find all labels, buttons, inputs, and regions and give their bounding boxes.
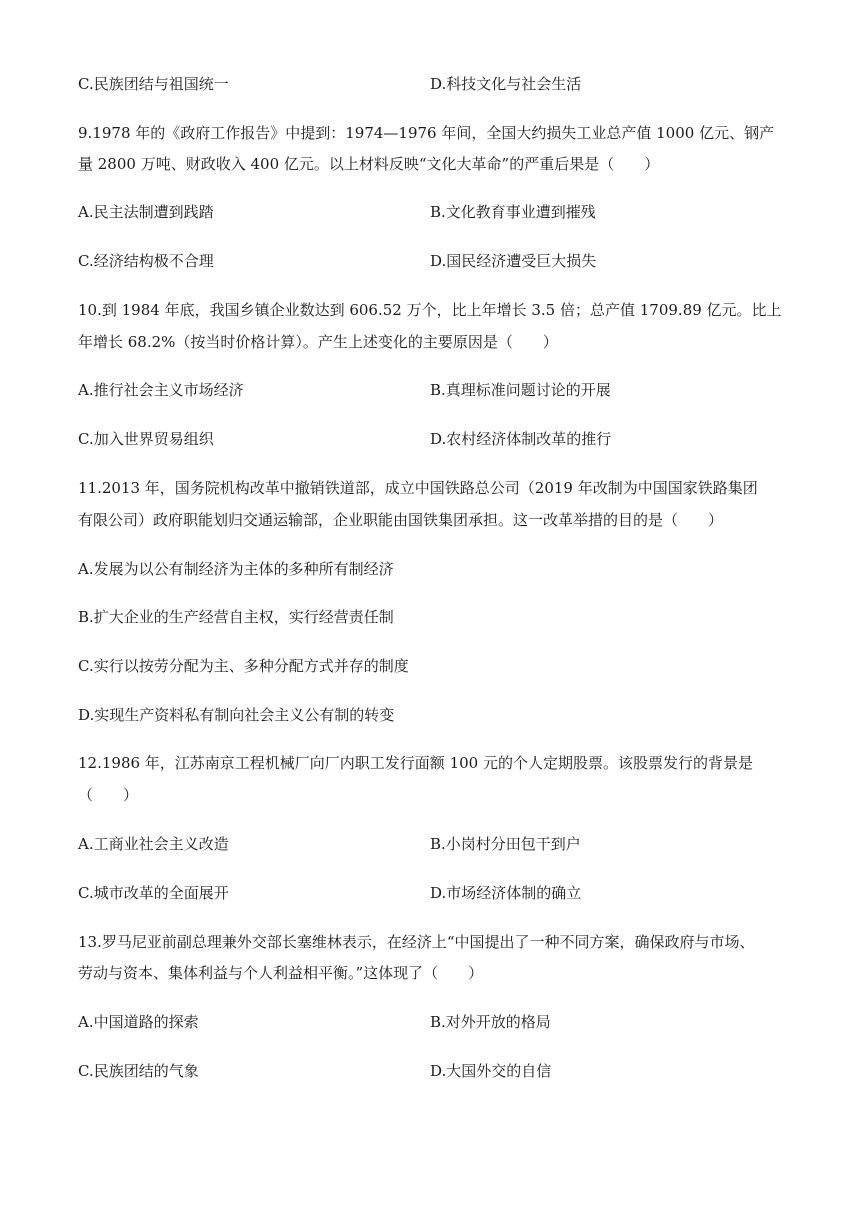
- q9-stem-line2: 量 2800 万吨、财政收入 400 亿元。以上材料反映“文化大革命”的严重后果是（ ）: [78, 155, 660, 173]
- q12-option-a: A.工商业社会主义改造: [78, 835, 229, 853]
- q13-option-a: A.中国道路的探索: [78, 1013, 199, 1031]
- q13-option-b: B.对外开放的格局: [430, 1013, 551, 1031]
- q13-option-c: C.民族团结的气象: [78, 1062, 199, 1080]
- q9-option-c: C.经济结构极不合理: [78, 252, 214, 270]
- q9-option-a: A.民主法制遭到践踏: [78, 203, 214, 221]
- q9-stem-line1: 9.1978 年的《政府工作报告》中提到：1974—1976 年间，全国大约损失工业总产值 1000 亿元、钢产: [78, 124, 775, 142]
- q12-stem-line1: 12.1986 年，江苏南京工程机械厂向厂内职工发行面额 100 元的个人定期股票。该股票发行的背景是: [78, 754, 753, 772]
- q12-stem-line2: （ ）: [78, 786, 139, 804]
- q12-option-c: C.城市改革的全面展开: [78, 884, 229, 902]
- q10-option-a: A.推行社会主义市场经济: [78, 381, 244, 399]
- q10-option-d: D.农村经济体制改革的推行: [430, 430, 612, 448]
- q13-stem-line1: 13.罗马尼亚前副总理兼外交部长塞维林表示，在经济上“中国提出了一种不同方案，确保政府与市场、: [78, 933, 755, 951]
- q11-stem-line1: 11.2013 年，国务院机构改革中撤销铁道部，成立中国铁路总公司（2019 年改制为中国国家铁路集团: [78, 479, 758, 497]
- q12-option-b: B.小岗村分田包干到户: [430, 835, 581, 853]
- q9-option-b: B.文化教育事业遭到摧残: [430, 203, 596, 221]
- q11-option-c: C.实行以按劳分配为主、多种分配方式并存的制度: [78, 657, 409, 675]
- q9-option-d: D.国民经济遭受巨大损失: [430, 252, 597, 270]
- q11-option-b: B.扩大企业的生产经营自主权，实行经营责任制: [78, 608, 394, 626]
- q11-option-a: A.发展为以公有制经济为主体的多种所有制经济: [78, 560, 394, 578]
- q11-option-d: D.实现生产资料私有制向社会主义公有制的转变: [78, 706, 395, 724]
- q10-option-c: C.加入世界贸易组织: [78, 430, 214, 448]
- q8-option-d: D.科技文化与社会生活: [430, 75, 582, 93]
- q10-stem-line1: 10.到 1984 年底，我国乡镇企业数达到 606.52 万个，比上年增长 3.5 倍；总产值 1709.89 亿元。比上: [78, 301, 782, 319]
- q11-stem-line2: 有限公司）政府职能划归交通运输部，企业职能由国铁集团承担。这一改革举措的目的是（ ）: [78, 511, 724, 529]
- q10-stem-line2: 年增长 68.2%（按当时价格计算）。产生上述变化的主要原因是（ ）: [78, 333, 558, 351]
- q8-option-c: C.民族团结与祖国统一: [78, 75, 229, 93]
- q13-option-d: D.大国外交的自信: [430, 1062, 552, 1080]
- q13-stem-line2: 劳动与资本、集体利益与个人利益相平衡。”这体现了（ ）: [78, 964, 484, 982]
- q10-option-b: B.真理标准问题讨论的开展: [430, 381, 611, 399]
- q12-option-d: D.市场经济体制的确立: [430, 884, 582, 902]
